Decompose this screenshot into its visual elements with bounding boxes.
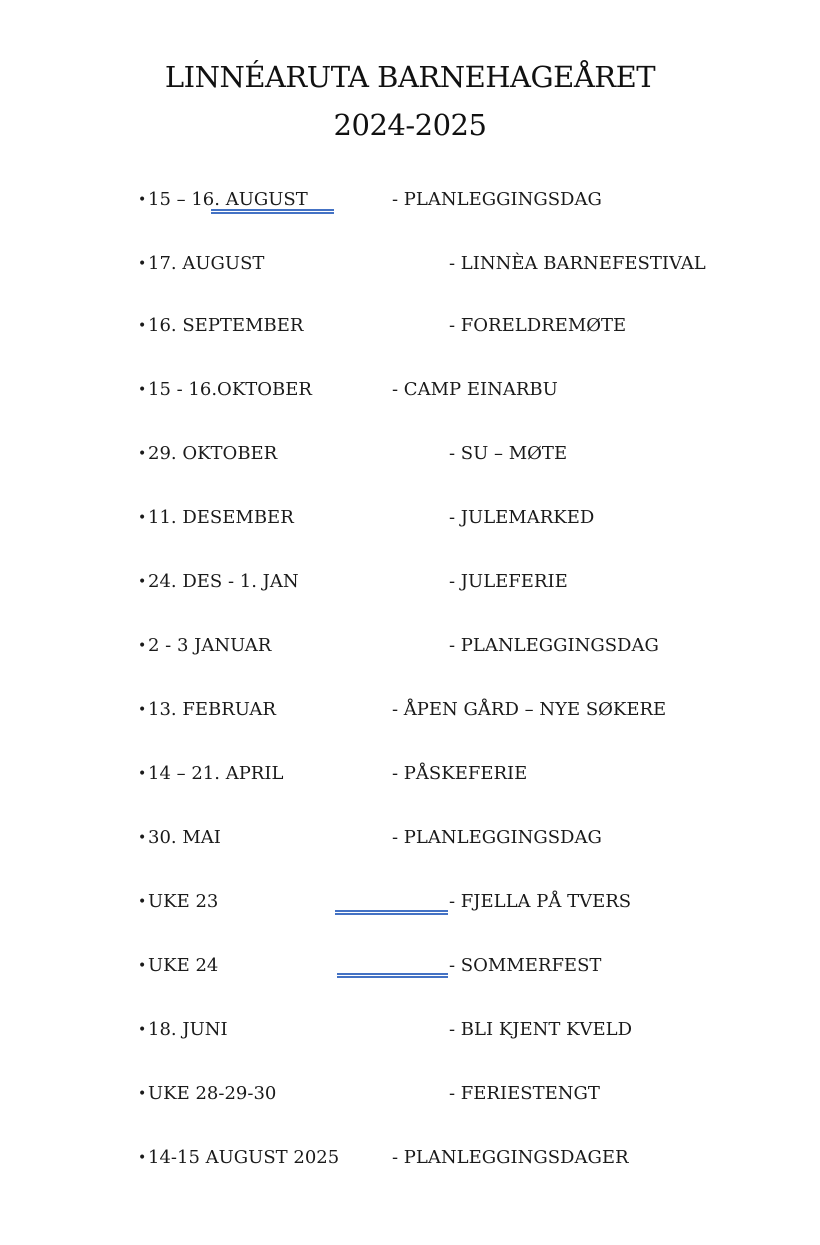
item-date: 17. AUGUST: [148, 253, 265, 274]
list-item: [0, 695, 820, 725]
list-item: [0, 375, 820, 405]
list-item: [0, 503, 820, 533]
bullet: •: [138, 382, 147, 398]
item-date: 30. MAI: [148, 827, 221, 848]
item-event: - JULEFERIE: [449, 571, 568, 592]
item-date: 11. DESEMBER: [148, 507, 294, 528]
item-date: UKE 24: [148, 955, 219, 976]
item-date: 24. DES - 1. JAN: [148, 571, 299, 592]
bullet: •: [138, 702, 147, 718]
item-date: 15 - 16.OKTOBER: [148, 379, 312, 400]
list-item: [0, 1015, 820, 1045]
item-event: - JULEMARKED: [449, 507, 595, 528]
item-date: 29. OKTOBER: [148, 443, 278, 464]
bullet: •: [138, 446, 147, 462]
item-event: - FORELDREMØTE: [449, 315, 627, 336]
bullet: •: [138, 574, 147, 590]
list-item: [0, 249, 820, 279]
item-date: 2 - 3 JANUAR: [148, 635, 272, 656]
item-event: - SU – MØTE: [449, 443, 568, 464]
item-date: 14 – 21. APRIL: [148, 763, 284, 784]
bullet: •: [138, 256, 147, 272]
item-event: - PLANLEGGINGSDAG: [392, 189, 602, 210]
item-event: - PLANLEGGINGSDAGER: [392, 1147, 629, 1168]
bullet: •: [138, 830, 147, 846]
bullet: •: [138, 1086, 147, 1102]
item-event: - PLANLEGGINGSDAG: [392, 827, 602, 848]
item-event: - PLANLEGGINGSDAG: [449, 635, 659, 656]
item-event: - CAMP EINARBU: [392, 379, 558, 400]
list-item: [0, 823, 820, 853]
item-date: 18. JUNI: [148, 1019, 228, 1040]
bullet: •: [138, 766, 147, 782]
item-event: - FERIESTENGT: [449, 1083, 600, 1104]
item-date: UKE 23: [148, 891, 219, 912]
list-item: [0, 1143, 820, 1173]
list-item: [0, 311, 820, 341]
item-event: - BLI KJENT KVELD: [449, 1019, 633, 1040]
bullet: •: [138, 958, 147, 974]
item-event: - PÅSKEFERIE: [392, 763, 528, 784]
proofing-underline: [211, 209, 334, 214]
item-date: 14-15 AUGUST 2025: [148, 1147, 340, 1168]
item-date: UKE 28-29-30: [148, 1083, 277, 1104]
proofing-underline: [337, 973, 448, 978]
bullet: •: [138, 510, 147, 526]
list-item: [0, 567, 820, 597]
proofing-underline: [335, 910, 448, 915]
bullet: •: [138, 638, 147, 654]
document-subtitle-year: 2024-2025: [333, 108, 487, 142]
item-date: 16. SEPTEMBER: [148, 315, 304, 336]
bullet: •: [138, 1022, 147, 1038]
item-event: - LINNÈA BARNEFESTIVAL: [449, 253, 706, 274]
list-item: [0, 759, 820, 789]
list-item: [0, 439, 820, 469]
document-title: LINNÉARUTA BARNEHAGEÅRET: [164, 60, 656, 94]
list-item: [0, 185, 820, 215]
item-date: 15 – 16. AUGUST: [148, 189, 308, 210]
bullet: •: [138, 1150, 147, 1166]
bullet: •: [138, 192, 147, 208]
item-date: 13. FEBRUAR: [148, 699, 276, 720]
list-item: [0, 631, 820, 661]
bullet: •: [138, 318, 147, 334]
list-item: [0, 1079, 820, 1109]
item-event: - SOMMERFEST: [449, 955, 602, 976]
item-event: - FJELLA PÅ TVERS: [449, 891, 632, 912]
bullet: •: [138, 894, 147, 910]
item-event: - ÅPEN GÅRD – NYE SØKERE: [392, 699, 667, 720]
